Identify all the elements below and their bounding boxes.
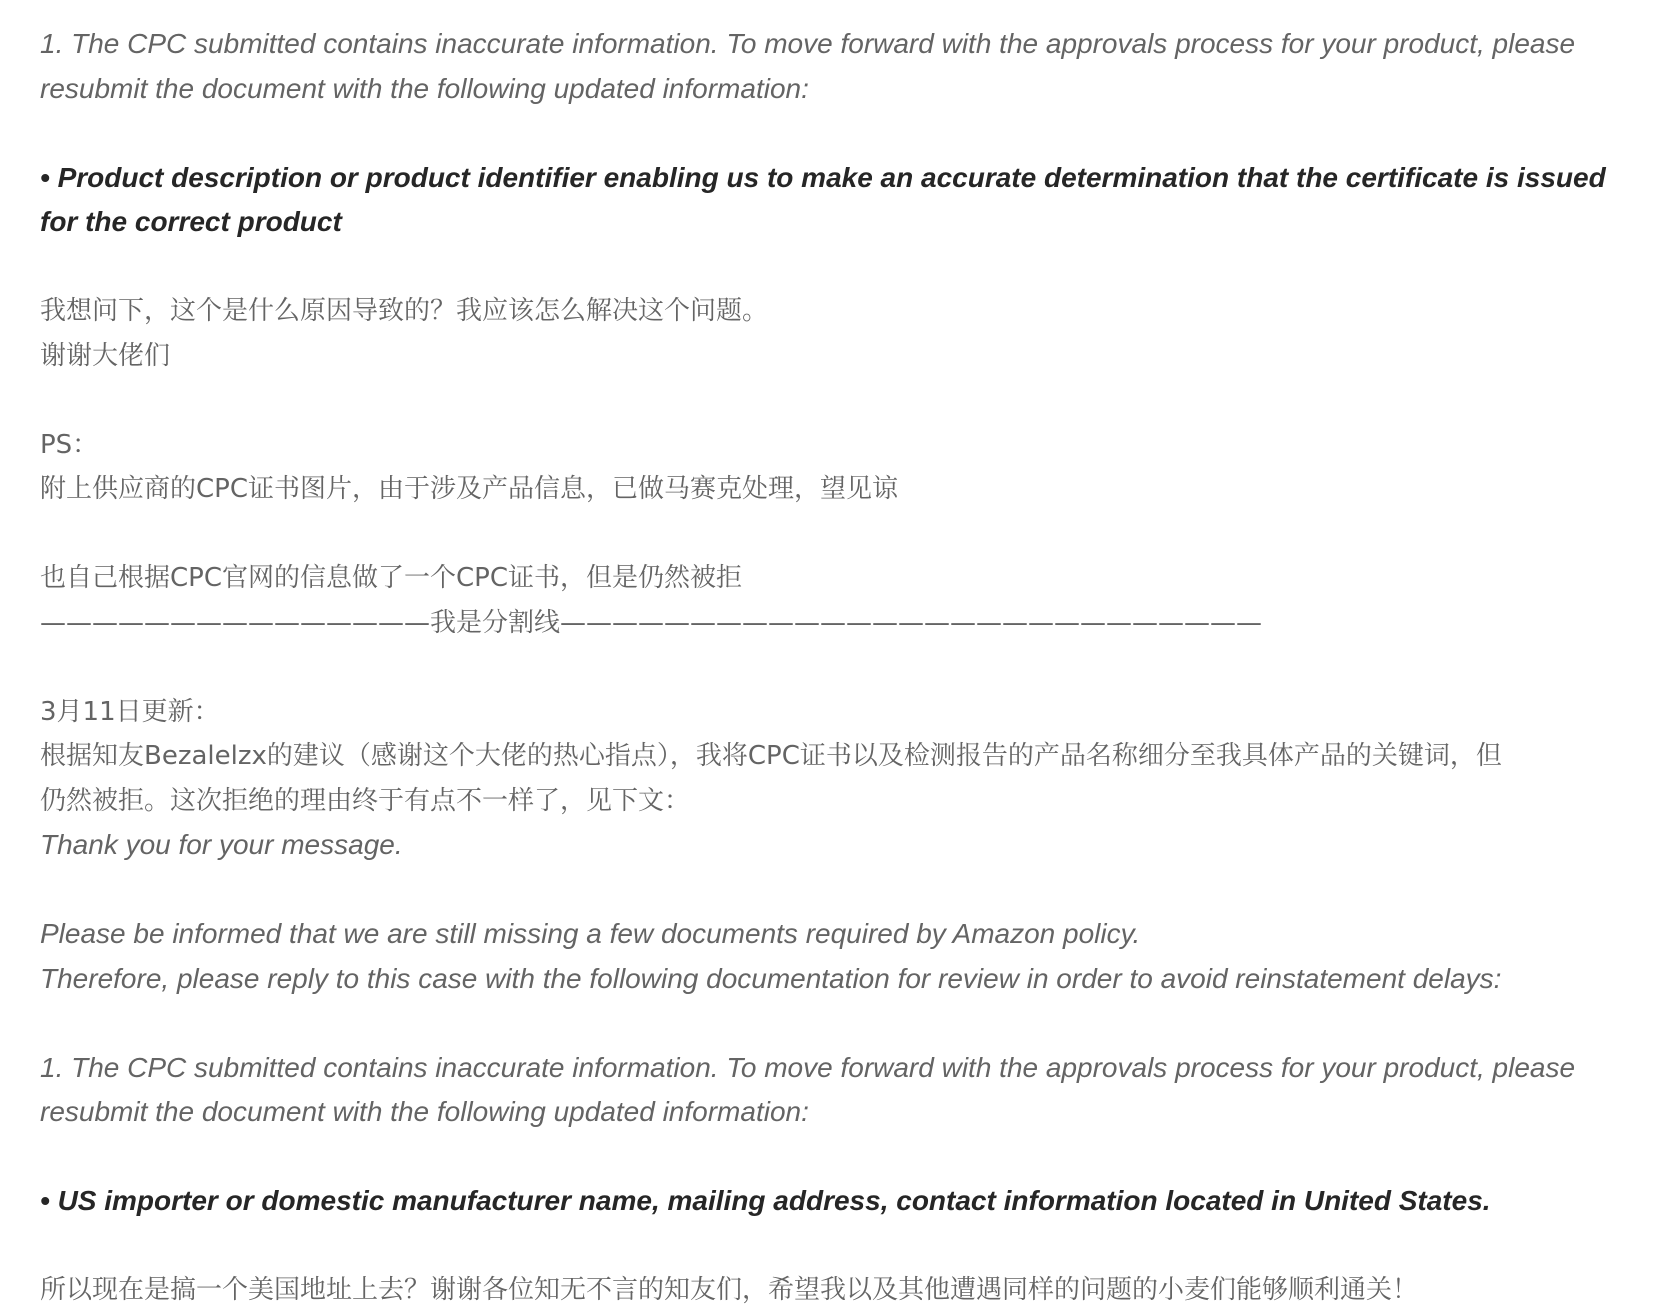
paragraph-line: Thank you for your message.: [40, 829, 403, 860]
blank-line: [40, 245, 1640, 290]
paragraph-line: 根据知友Bezalelzx的建议（感谢这个大佬的热心指点），我将CPC证书以及检测报告的产品名称细分至我具体产品的关键词，但: [40, 741, 1502, 771]
blank-line: [40, 1224, 1640, 1269]
paragraph-line: resubmit the document with the following updated information:: [40, 72, 809, 104]
blank-line: [40, 1135, 1640, 1180]
paragraph-line: 1. The CPC submitted contains inaccurate information. To move forward with the approvals process for your product, please: [40, 28, 1576, 59]
blank-line: [40, 512, 1640, 557]
paragraph-line: resubmit the document with the following updated information:: [40, 1096, 809, 1127]
separator-line: ———————————————我是分割线———————————————————————————: [40, 607, 1263, 638]
paragraph-line: 1. The CPC submitted contains inaccurate information. To move forward with the approvals process for your product, please: [40, 1051, 1576, 1083]
paragraph-line: PS：: [40, 429, 99, 460]
paragraph-line: 附上供应商的CPC证书图片，由于涉及产品信息，已做马赛克处理，望见谅: [40, 474, 898, 504]
paragraph-line: Please be informed that we are still missing a few documents required by Amazon policy.: [40, 918, 1141, 949]
paragraph-line: 谢谢大佬们: [40, 340, 171, 371]
paragraph-line: Therefore, please reply to this case with the following documentation for review in order to avoid reinstatement delays:: [40, 962, 1502, 994]
blank-line: [40, 645, 1640, 690]
paragraph-line: 仍然被拒。这次拒绝的理由终于有点不一样了，见下文：: [40, 785, 691, 816]
paragraph-line: 所以现在是搞一个美国地址上去？谢谢各位知无不言的知友们，希望我以及其他遭遇同样的问题的小麦们能够顺利通关！: [40, 1275, 1419, 1305]
blank-line: [40, 1001, 1640, 1046]
update-heading: 3月11日更新：: [40, 696, 220, 727]
bold-bullet-line: • US importer or domestic manufacturer name, mailing address, contact information located in United States.: [40, 1185, 1491, 1216]
blank-line: [40, 378, 1640, 423]
paragraph-line: 我想问下，这个是什么原因导致的？我应该怎么解决这个问题。: [40, 296, 769, 326]
paragraph-line: 也自己根据CPC官网的信息做了一个CPC证书，但是仍然被拒: [40, 563, 742, 593]
bold-bullet-line: for the correct product: [40, 206, 342, 237]
post-body: [40, 22, 1640, 1313]
bold-bullet-line: • Product description or product identifier enabling us to make an accurate determination that the certificate is issued: [40, 161, 1606, 193]
blank-line: [40, 868, 1640, 913]
blank-line: [40, 111, 1640, 156]
